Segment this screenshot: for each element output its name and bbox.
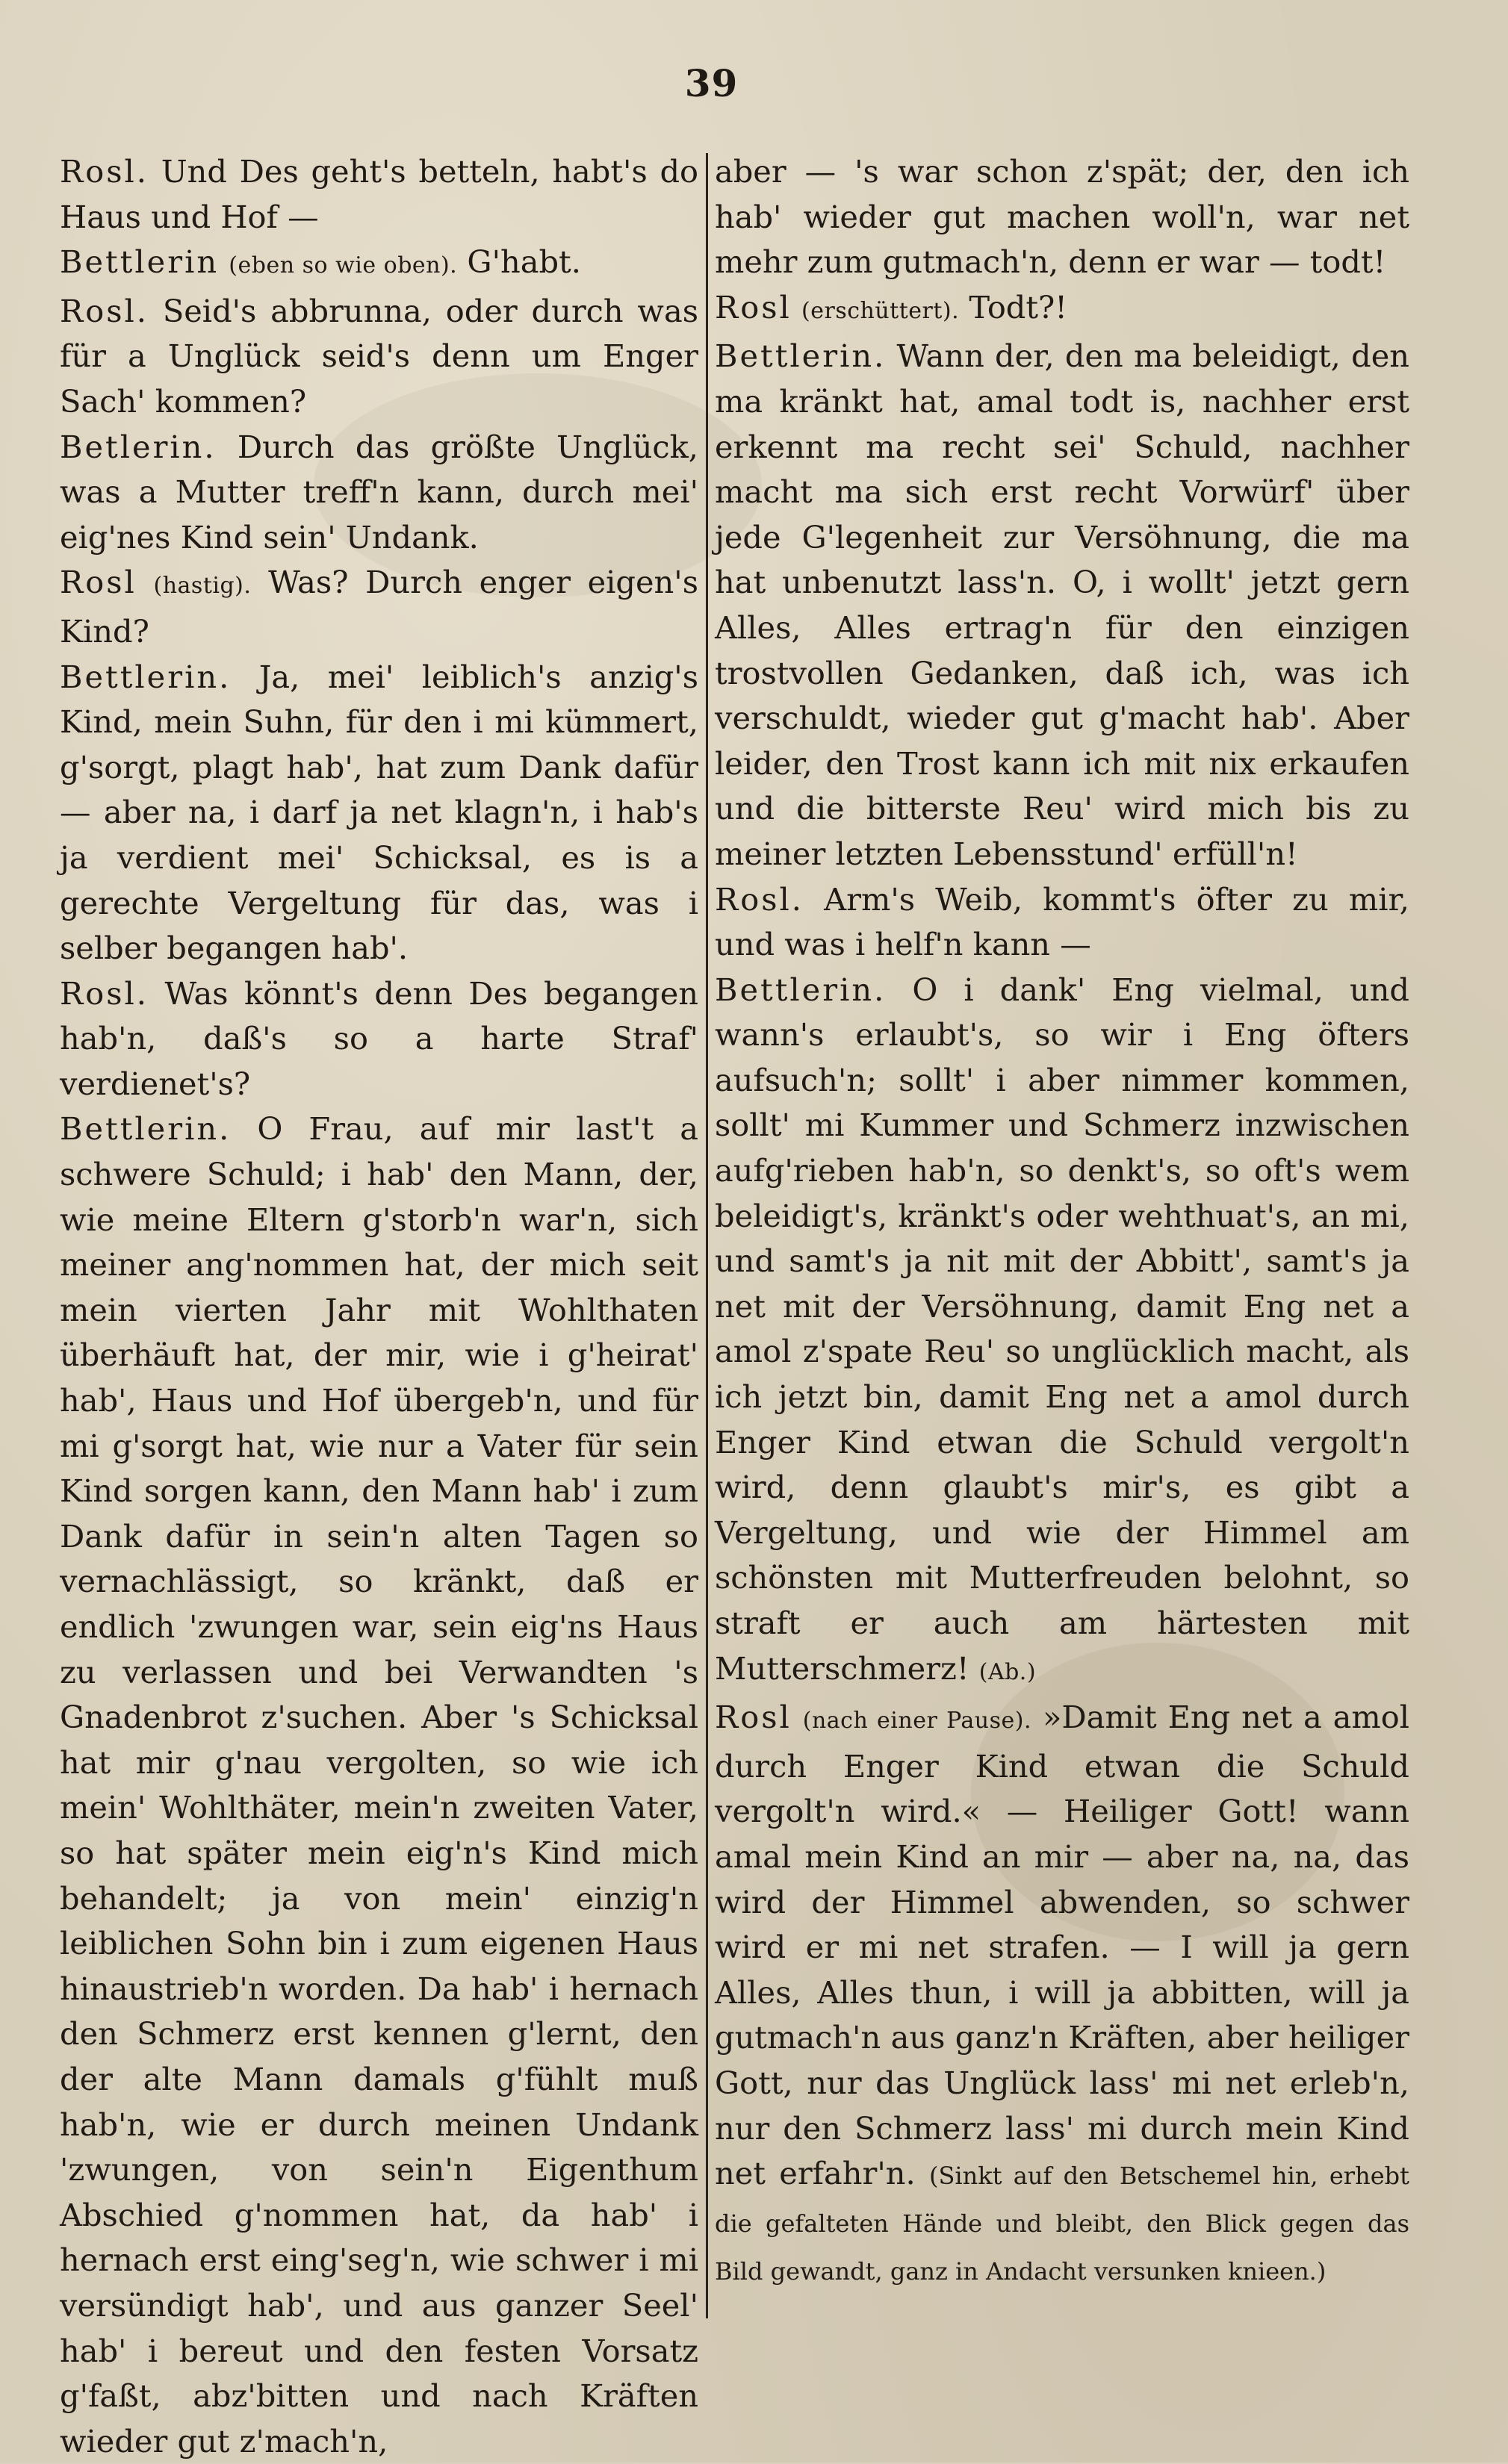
dialogue-text: Wann der, den ma beleidigt, den ma kränkt hat, amal todt is, nachher erst erkennt ma recht sei' Schuld, nachher macht ma sich erst recht Vorwürf' über jede G'legenheit zur Versöhnung, die ma hat unbenutzt lass'n. O, i wollt' jetzt gern Alles, Alles ertrag'n für den einzigen trostvollen Gedanken, daß ich, was ich verschuldt, wieder gut g'macht hab'. Aber leider, den Trost kann ich mit nix erkaufen und die bitterste Reu' wird mich bis zu meiner letzten Lebensstund' erfüll'n! xyxy=(715,337,1409,872)
dialogue-entry xyxy=(715,285,1409,335)
stage-direction: (eben so wie oben). xyxy=(229,252,458,279)
dialogue-entry xyxy=(715,877,1409,968)
dialogue-text: O Frau, auf mir last't a schwere Schuld; i hab' den Mann, der, wie meine Eltern g'storb'n war'n, sich meiner ang'nommen hat, der mich seit mein vierten Jahr mit Wohlthaten überhäuft hat, der mir, wie i g'heirat' hab', Haus und Hof übergeb'n, und für mi g'sorgt hat, wie nur a Vater für sein Kind sorgen kann, den Mann hab' i zum Dank dafür in sein'n alten Tagen so vernachlässigt, so kränkt, daß er endlich 'zwungen war, sein eig'ns Haus zu verlassen und bei Verwandten 's Gnadenbrot z'suchen. Aber 's Schicksal hat mir g'nau vergolten, so wie ich mein' Wohlthäter, mein'n zweiten Vater, so hat später mein eig'n's Kind mich behandelt; ja von mein' einzig'n leiblichen Sohn bin i zum eigenen Haus hinaustrieb'n worden. Da hab' i hernach den Schmerz erst kennen g'lernt, den der alte Mann damals g'fühlt muß hab'n, wie er durch meinen Undank 'zwungen, von sein'n Eigenthum Abschied g'nommen hat, da hab' i hernach erst eing'seg'n, wie schwer i mi versündigt hab', und aus ganzer Seel' hab' i bereut und den festen Vorsatz g'faßt, abz'bitten und nach Kräften wieder gut z'mach'n, xyxy=(60,1110,698,2460)
speaker-name: Rosl. xyxy=(60,153,149,190)
stage-direction: (Ab.) xyxy=(978,1658,1037,1685)
speaker-name: Rosl xyxy=(60,564,137,601)
dialogue-entry xyxy=(715,968,1409,1696)
stage-direction: (nach einer Pause). xyxy=(802,1708,1032,1735)
dialogue-text: Ja, mei' leiblich's anzig's Kind, mein Suhn, für den i mi kümmert, g'sorgt, plagt hab', hat zum Dank dafür — aber na, i darf ja net klagn'n, i hab's ja verdient mei' Schicksal, es is a gerechte Vergeltung für das, was i selber begangen hab'. xyxy=(60,658,698,967)
left-column xyxy=(60,149,698,2464)
dialogue-entry xyxy=(60,425,698,561)
dialogue-entry xyxy=(60,149,698,240)
dialogue-text: Was könnt's denn Des begangen hab'n, daß's so a harte Straf' verdienet's? xyxy=(60,974,698,1102)
dialogue-entry xyxy=(715,149,1409,285)
dialogue-entry xyxy=(715,334,1409,877)
page-number: 39 xyxy=(684,61,739,105)
final-stage-direction: (Sinkt auf den Betschemel hin, erhebt die gefalteten Hände und bleibt, den Blick gegen das Bild gewandt, ganz in Andacht versunken knieen.) xyxy=(715,2162,1409,2286)
dialogue-entry xyxy=(60,971,698,1107)
speaker-name: Bettlerin. xyxy=(715,337,887,375)
speaker-name: Rosl xyxy=(715,288,792,326)
speaker-name: Bettlerin. xyxy=(60,1110,232,1148)
stage-direction: (erschüttert). xyxy=(801,297,960,324)
speaker-name: Bettlerin. xyxy=(715,971,887,1008)
stage-direction: (hastig). xyxy=(153,573,252,600)
dialogue-text: aber — 's war schon z'spät; der, den ich hab' wieder gut machen woll'n, war net mehr zum gutmach'n, denn er war — todt! xyxy=(715,153,1409,281)
right-column xyxy=(715,149,1409,2295)
speaker-name: Rosl. xyxy=(715,880,804,918)
speaker-name: Betlerin. xyxy=(60,428,217,465)
dialogue-entry xyxy=(60,655,698,971)
dialogue-text: G'habt. xyxy=(467,243,581,281)
dialogue-entry xyxy=(60,1107,698,2464)
speaker-name: Rosl xyxy=(715,1699,792,1736)
dialogue-entry xyxy=(60,240,698,289)
dialogue-entry xyxy=(60,289,698,425)
dialogue-text: Todt?! xyxy=(969,288,1067,326)
dialogue-text: Und Des geht's betteln, habt's do Haus und Hof — xyxy=(60,153,698,235)
speaker-name: Bettlerin xyxy=(60,243,220,281)
speaker-name: Rosl. xyxy=(60,292,149,329)
dialogue-text: Durch das größte Unglück, was a Mutter treff'n kann, durch mei' eig'nes Kind sein' Undank. xyxy=(60,428,698,556)
dialogue-text: »Damit Eng net a amol durch Enger Kind etwan die Schuld vergolt'n wird.« — Heiliger Gott! wann amal mein Kind an mir — aber na, na, das wird der Himmel abwenden, so schwer wird er mi net strafen. — I will ja gern Alles, Alles thun, i will ja abbitten, will ja gutmach'n aus ganz'n Kräften, aber heiliger Gott, nur das Unglück lass' mi net erleb'n, nur den Schmerz lass' mi durch mein Kind net erfahr'n. xyxy=(715,1699,1410,2192)
dialogue-text: O i dank' Eng vielmal, und wann's erlaubt's, so wir i Eng öfters aufsuch'n; sollt' i aber nimmer kommen, sollt' mi Kummer und Schmerz inzwischen aufg'rieben hab'n, so denkt's, so oft's wem beleidigt's, kränkt's oder wehthuat's, an mi, und samt's ja nit mit der Abbitt', samt's ja net mit der Versöhnung, damit Eng net a amol z'spate Reu' so unglücklich macht, als ich jetzt bin, damit Eng net a amol durch Enger Kind etwan die Schuld vergolt'n wird, denn glaubt's mir's, es gibt a Vergeltung, und wie der Himmel am schönsten mit Mutterfreuden belohnt, so straft er auch am härtesten mit Mutterschmerz! xyxy=(715,971,1410,1687)
dialogue-entry xyxy=(715,1695,1409,2295)
column-divider xyxy=(706,153,708,2318)
speaker-name: Bettlerin. xyxy=(60,658,232,695)
dialogue-entry xyxy=(60,560,698,654)
dialogue-text: Arm's Weib, kommt's öfter zu mir, und was i helf'n kann — xyxy=(715,880,1409,963)
dialogue-text: Seid's abbrunna, oder durch was für a Unglück seid's denn um Enger Sach' kommen? xyxy=(60,292,698,420)
speaker-name: Rosl. xyxy=(60,974,149,1012)
dialogue-text: Was? Durch enger eigen's Kind? xyxy=(60,564,698,650)
